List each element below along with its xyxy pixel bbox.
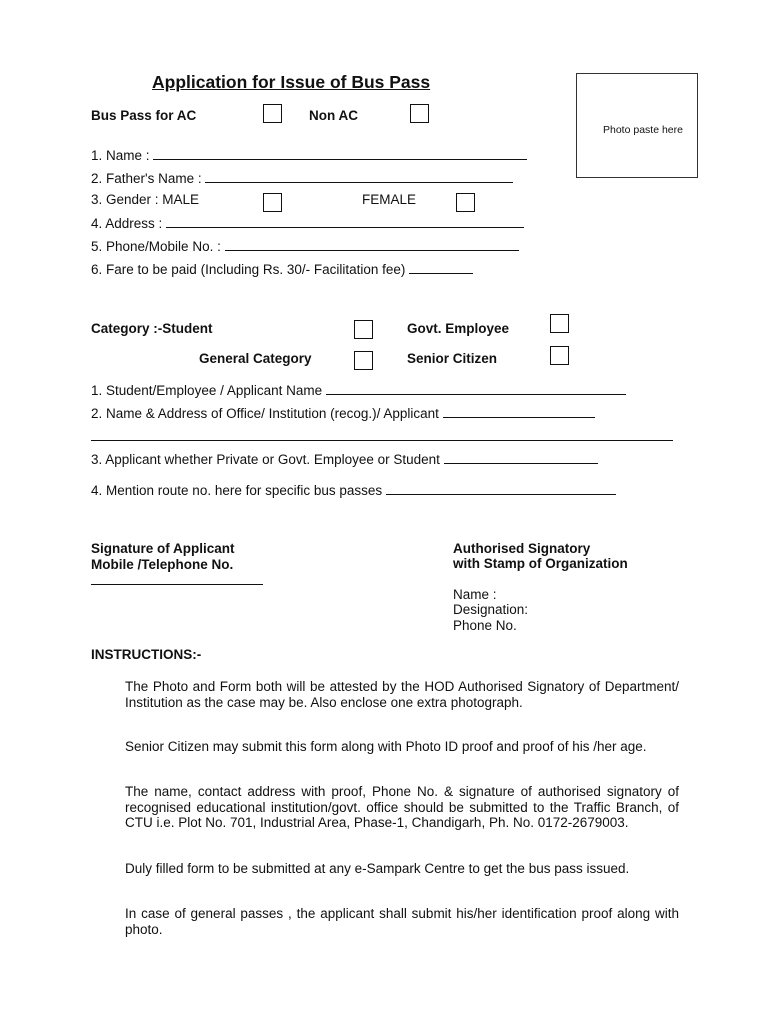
category-student-label: Category :-Student <box>91 321 213 336</box>
instructions-heading: INSTRUCTIONS:- <box>91 647 202 662</box>
applicant-name-label: 1. Student/Employee / Applicant Name <box>91 383 323 398</box>
authorised-signatory-label: Authorised Signatory <box>453 541 591 556</box>
general-category-label: General Category <box>199 351 312 366</box>
mobile-telephone-label: Mobile /Telephone No. <box>91 557 234 572</box>
photo-paste-box <box>576 73 698 178</box>
photo-paste-label: Photo paste here <box>603 124 683 136</box>
govt-employee-checkbox[interactable] <box>550 314 569 333</box>
father-name-row <box>91 170 513 186</box>
address-label: 4. Address : <box>91 216 163 231</box>
father-name-blank[interactable] <box>205 170 513 183</box>
private-govt-blank[interactable] <box>444 451 598 464</box>
fare-row <box>91 261 473 277</box>
non-ac-checkbox[interactable] <box>410 104 429 123</box>
instruction-item: The name, contact address with proof, Phone No. & signature of authorised signatory of recognised educational institution/govt. office should be submitted to the Traffic Branch, of CTU i.e. Plot No. 701, Industrial Area, Phase-1, Chandigarh, Ph. No. 0172-2679003. <box>125 784 679 830</box>
office-address-row <box>91 405 595 421</box>
instruction-item: Duly filled form to be submitted at any e-Sampark Centre to get the bus pass issued. <box>125 861 630 876</box>
route-blank[interactable] <box>386 482 616 495</box>
signatory-name-label: Name : <box>453 587 497 602</box>
office-address-label: 2. Name & Address of Office/ Institution (recog.)/ Applicant <box>91 406 439 421</box>
ac-checkbox[interactable] <box>263 104 282 123</box>
office-address-line-2[interactable] <box>91 440 673 441</box>
govt-employee-label: Govt. Employee <box>407 321 510 336</box>
phone-row <box>91 238 519 254</box>
instruction-item: Senior Citizen may submit this form along with Photo ID proof and proof of his /her age. <box>125 739 647 754</box>
female-label: FEMALE <box>362 192 417 207</box>
name-blank[interactable] <box>153 147 527 160</box>
fare-blank[interactable] <box>409 261 473 274</box>
route-row <box>91 482 616 498</box>
gender-label: 3. Gender : MALE <box>91 192 200 207</box>
fare-label: 6. Fare to be paid (Including Rs. 30/- Facilitation fee) <box>91 262 406 277</box>
non-ac-label: Non AC <box>309 108 358 123</box>
phone-blank[interactable] <box>225 238 519 251</box>
student-checkbox[interactable] <box>354 320 373 339</box>
office-address-blank[interactable] <box>443 405 595 418</box>
senior-citizen-label: Senior Citizen <box>407 351 498 366</box>
signature-applicant-label: Signature of Applicant <box>91 541 235 556</box>
form-title: Application for Issue of Bus Pass <box>152 72 431 92</box>
instruction-item: The Photo and Form both will be attested by the HOD Authorised Signatory of Department/ Institution as the case may be. Also enclose one extra photograph. <box>125 679 679 710</box>
private-govt-row <box>91 451 598 467</box>
stamp-organization-label: with Stamp of Organization <box>453 556 628 571</box>
instruction-item: In case of general passes , the applicant shall submit his/her identification proof along with photo. <box>125 906 679 937</box>
mobile-telephone-blank[interactable] <box>91 584 263 585</box>
signatory-designation-label: Designation: <box>453 602 529 617</box>
phone-label: 5. Phone/Mobile No. : <box>91 239 221 254</box>
address-blank[interactable] <box>166 215 524 228</box>
senior-citizen-checkbox[interactable] <box>550 346 569 365</box>
address-row <box>91 215 524 231</box>
applicant-name-blank[interactable] <box>326 382 626 395</box>
male-checkbox[interactable] <box>263 193 282 212</box>
general-category-checkbox[interactable] <box>354 351 373 370</box>
name-label: 1. Name : <box>91 148 150 163</box>
female-checkbox[interactable] <box>456 193 475 212</box>
private-govt-label: 3. Applicant whether Private or Govt. Employee or Student <box>91 452 440 467</box>
father-name-label: 2. Father's Name : <box>91 171 202 186</box>
bus-pass-ac-label: Bus Pass for AC <box>91 108 197 123</box>
name-field-row <box>91 147 527 163</box>
applicant-name-row <box>91 382 626 398</box>
signatory-phone-label: Phone No. <box>453 618 517 633</box>
route-label: 4. Mention route no. here for specific bus passes <box>91 483 383 498</box>
